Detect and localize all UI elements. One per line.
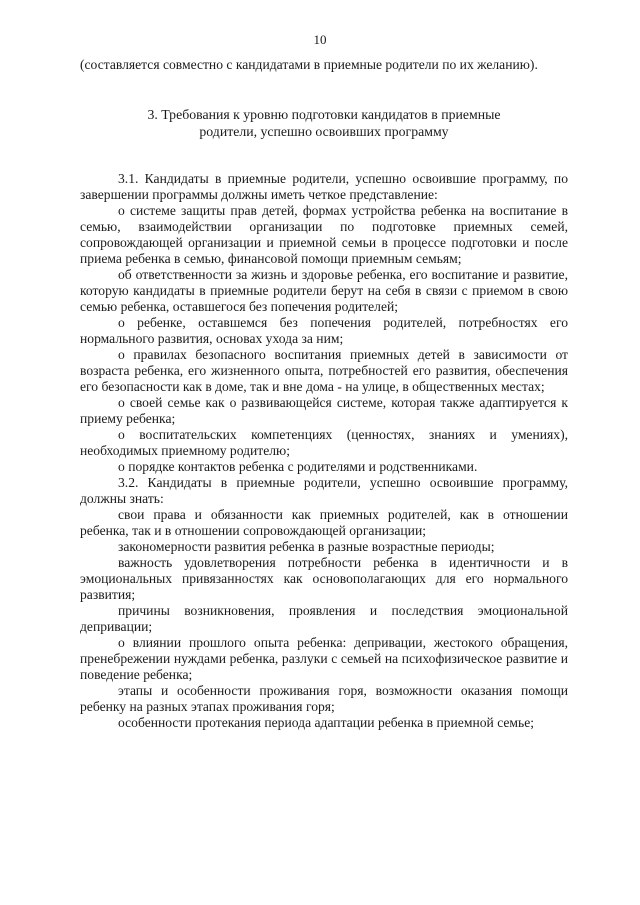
list-item: о системе защиты прав детей, формах устройства ребенка на воспитание в семью, взаимодействии организации по подготовке приемных семей, сопровождающей организации и приемной семьи в процессе подготовки и после приема ребенка в семью, финансовой помощи приемным семьям; <box>80 203 568 266</box>
list-item: об ответственности за жизнь и здоровье ребенка, его воспитание и развитие, которую кандидаты в приемные родители берут на себя в связи с приемом в свою семью ребенка, оставшегося без попечения родителей; <box>80 267 568 314</box>
list-item: о порядке контактов ребенка с родителями и родственниками. <box>118 459 478 474</box>
page-number: 10 <box>313 32 327 47</box>
continuation-paragraph: (составляется совместно с кандидатами в приемные родители по их желанию). <box>80 57 538 72</box>
document-body <box>80 57 568 731</box>
list-item: этапы и особенности проживания горя, возможности оказания помощи ребенку на разных этапах проживания горя; <box>80 683 568 714</box>
paragraph-3-1-intro: 3.1. Кандидаты в приемные родители, успешно освоившие программу, по завершении программы должны иметь четкое представление: <box>80 171 568 202</box>
list-item: причины возникновения, проявления и последствия эмоциональной депривации; <box>80 603 568 634</box>
list-item: важность удовлетворения потребности ребенка в идентичности и в эмоциональных привязанностях как основополагающих для его нормального развития; <box>80 555 568 602</box>
list-item: о влиянии прошлого опыта ребенка: депривации, жестокого обращения, пренебрежении нуждами ребенка, разлуки с семьей на психофизическое развитие и поведение ребенка; <box>80 635 568 682</box>
section-heading <box>80 106 568 140</box>
list-item: закономерности развития ребенка в разные возрастные периоды; <box>118 539 495 554</box>
list-item: о правилах безопасного воспитания приемных детей в зависимости от возраста ребенка, его жизненного опыта, потребностей его развития, обеспечения его безопасности как в доме, так и вне дома - на улице, в общественных местах; <box>80 347 568 394</box>
paragraph-3-2-intro: 3.2. Кандидаты в приемные родители, успешно освоившие программу, должны знать: <box>80 475 568 506</box>
list-item: о воспитательских компетенциях (ценностях, знаниях и умениях), необходимых приемному родителю; <box>80 427 568 458</box>
list-item: особенности протекания периода адаптации ребенка в приемной семье; <box>118 715 535 730</box>
list-item: свои права и обязанности как приемных родителей, как в отношении ребенка, так и в отношении сопровождающей организации; <box>80 507 568 538</box>
list-item: о своей семье как о развивающейся системе, которая также адаптируется к приему ребенка; <box>80 395 568 426</box>
list-item: о ребенке, оставшемся без попечения родителей, потребностях его нормального развития, основах ухода за ним; <box>80 315 568 346</box>
section-heading-line-2: родители, успешно освоивших программу <box>199 124 449 139</box>
section-heading-line-1: 3. Требования к уровню подготовки кандидатов в приемные <box>147 107 501 122</box>
